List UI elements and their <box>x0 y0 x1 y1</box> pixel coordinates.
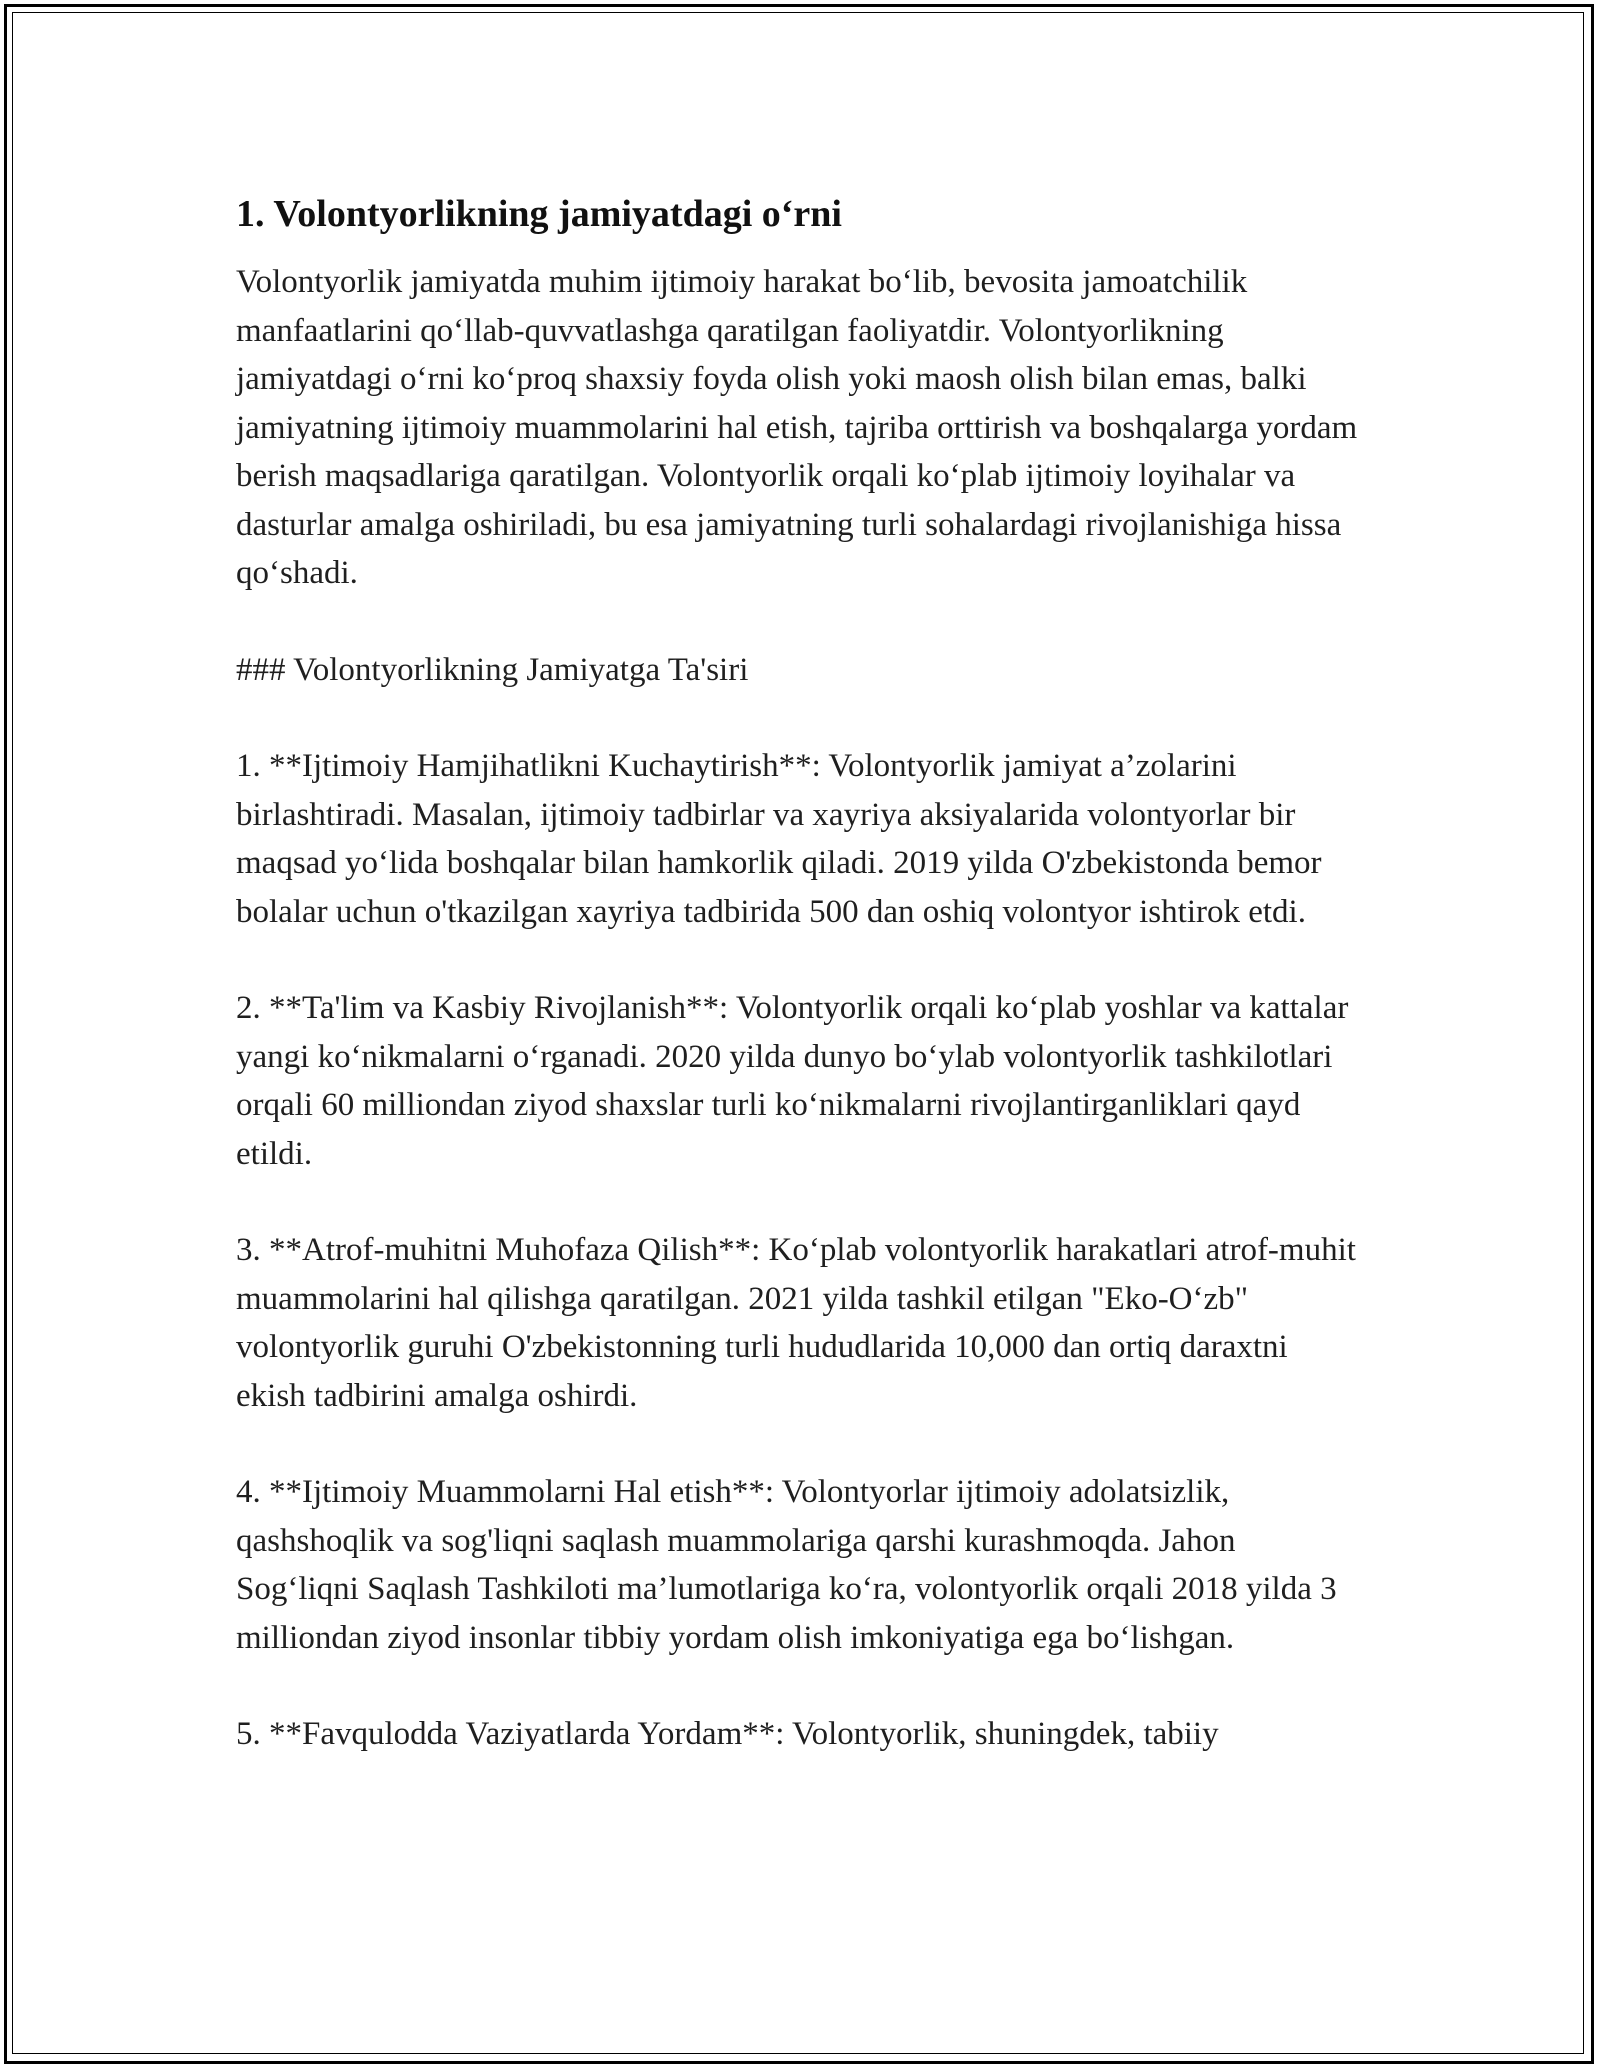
document-title: 1. Volontyorlikning jamiyatdagi o‘rni <box>236 193 842 235</box>
list-item-3: 3. **Atrof-muhitni Muhofaza Qilish**: Ko‘plab volontyorlik harakatlari atrof-muhit muammolarini hal qilishga qaratilgan. 2021 yilda tashkil etilgan "Eko-O‘zb" volontyorlik guruhi O'zbekistonning turli hududlarida 10,000 dan ortiq daraxtni ekish tadbirini amalga oshirdi. <box>236 1232 1356 1414</box>
list-item-2: 2. **Ta'lim va Kasbiy Rivojlanish**: Volontyorlik orqali ko‘plab yoshlar va kattalar yangi ko‘nikmalarni o‘rganadi. 2020 yilda dunyo bo‘ylab volontyorlik tashkilotlari orqali 60 milliondan ziyod shaxslar turli ko‘nikmalarni rivojlantirganliklari qayd etildi. <box>236 990 1349 1172</box>
list-item-4: 4. **Ijtimoiy Muammolarni Hal etish**: Volontyorlar ijtimoiy adolatsizlik, qashshoqlik va sog'liqni saqlash muammolariga qarshi kurashmoqda. Jahon Sog‘liqni Saqlash Tashkiloti ma’lumotlariga ko‘ra, volontyorlik orqali 2018 yilda 3 milliondan ziyod insonlar tibbiy yordam olish imkoniyatiga ega bo‘lishgan. <box>236 1474 1337 1656</box>
list-item-5: 5. **Favqulodda Vaziyatlarda Yordam**: Volontyorlik, shuningdek, tabiiy <box>236 1716 1219 1752</box>
intro-paragraph: Volontyorlik jamiyatda muhim ijtimoiy harakat bo‘lib, bevosita jamoatchilik manfaatlarini qo‘llab-quvvatlashga qaratilgan faoliyatdir. Volontyorlikning jamiyatdagi o‘rni ko‘proq shaxsiy foyda olish yoki maosh olish bilan emas, balki jamiyatning ijtimoiy muammolarini hal etish, tajriba orttirish va boshqalarga yordam berish maqsadlariga qaratilgan. Volontyorlik orqali ko‘plab ijtimoiy loyihalar va dasturlar amalga oshiriladi, bu esa jamiyatning turli sohalardagi rivojlanishiga hissa qo‘shadi. <box>236 264 1358 591</box>
list-item-1: 1. **Ijtimoiy Hamjihatlikni Kuchaytirish**: Volontyorlik jamiyat a’zolarini birlashtiradi. Masalan, ijtimoiy tadbirlar va xayriya aksiyalarida volontyorlar bir maqsad yo‘lida boshqalar bilan hamkorlik qiladi. 2019 yilda O'zbekistonda bemor bolalar uchun o'tkazilgan xayriya tadbirida 500 dan oshiq volontyor ishtirok etdi. <box>236 748 1322 930</box>
section-heading: ### Volontyorlikning Jamiyatga Ta'siri <box>236 651 749 688</box>
document-body <box>236 188 1364 1807</box>
